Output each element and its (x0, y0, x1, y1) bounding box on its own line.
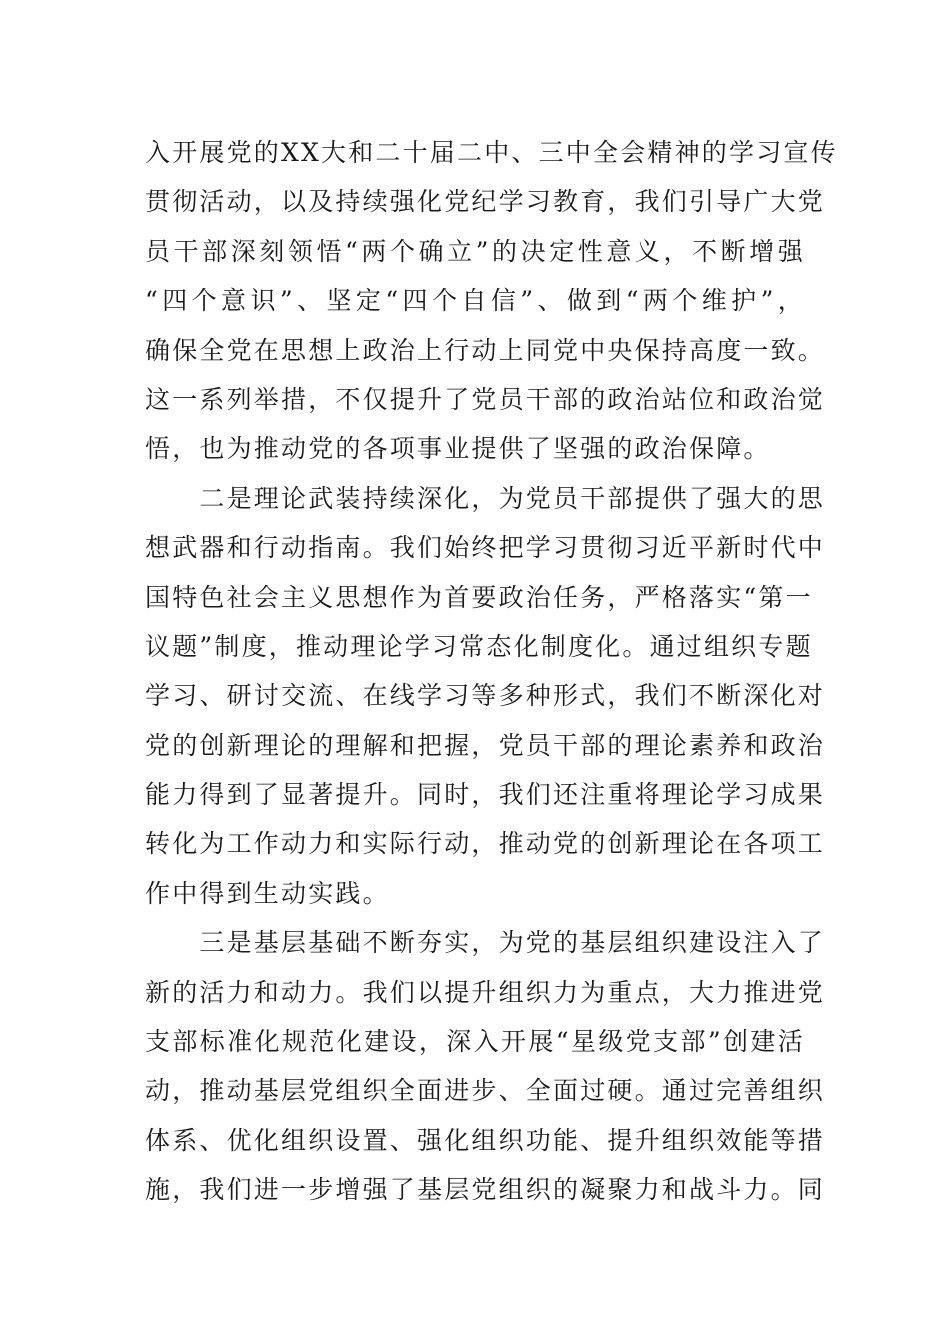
text-line: 想武器和行动指南。我们始终把学习贯彻习近平新时代中 (145, 533, 826, 563)
text-line: 悟，也为推动党的各项事业提供了坚强的政治保障。 (145, 434, 771, 464)
text-line: 动，推动基层党组织全面进步、全面过硬。通过完善组织 (145, 1076, 826, 1106)
text-line: 新的活力和动力。我们以提升组织力为重点，大力推进党 (145, 977, 826, 1007)
text-line: 施，我们进一步增强了基层党组织的凝聚力和战斗力。同 (145, 1175, 826, 1205)
text-line: 三是基层基础不断夯实，为党的基层组织建设注入了 (145, 928, 826, 958)
text-line: 国特色社会主义思想作为首要政治任务，严格落实“第一 (145, 582, 813, 612)
text-line: 入开展党的XX大和二十届二中、三中全会精神的学习宣传 (145, 138, 838, 167)
text-line: 转化为工作动力和实际行动，推动党的创新理论在各项工 (145, 829, 826, 859)
text-line: 员干部深刻领悟“两个确立”的决定性意义，不断增强 (145, 236, 805, 266)
text-line: 党的创新理论的理解和把握，党员干部的理论素养和政治 (145, 730, 826, 760)
text-line: “四个意识”、坚定“四个自信”、做到“两个维护”， (145, 286, 805, 316)
text-line: 能力得到了显著提升。同时，我们还注重将理论学习成果 (145, 780, 826, 810)
text-line: 贯彻活动，以及持续强化党纪学习教育，我们引导广大党 (145, 187, 826, 217)
text-line: 议题”制度，推动理论学习常态化制度化。通过组织专题 (145, 631, 813, 661)
text-line: 作中得到生动实践。 (145, 878, 390, 908)
text-line: 学习、研讨交流、在线学习等多种形式，我们不断深化对 (145, 681, 826, 711)
text-line: 体系、优化组织设置、强化组织功能、提升组织效能等措 (145, 1125, 826, 1155)
text-line: 这一系列举措，不仅提升了党员干部的政治站位和政治觉 (145, 384, 826, 414)
text-line: 确保全党在思想上政治上行动上同党中央保持高度一致。 (145, 335, 826, 365)
document-body (145, 128, 838, 1215)
text-line: 二是理论武装持续深化，为党员干部提供了强大的思 (145, 483, 826, 513)
text-line: 支部标准化规范化建设，深入开展“星级党支部”创建活 (145, 1027, 805, 1057)
